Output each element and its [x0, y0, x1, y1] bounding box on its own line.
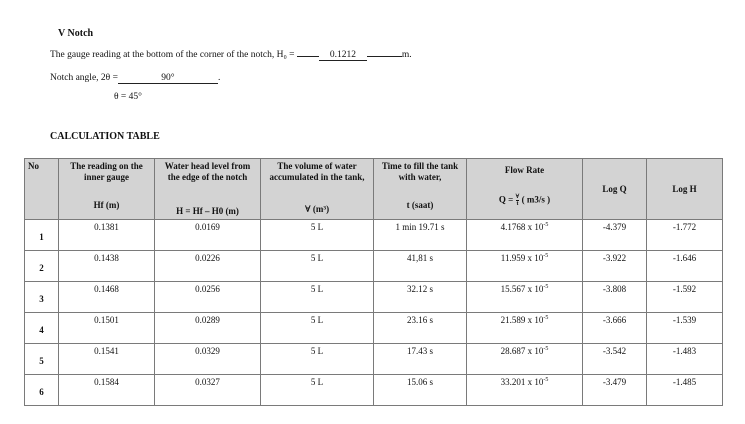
table-title: CALCULATION TABLE	[50, 131, 160, 142]
table-row	[25, 375, 723, 406]
header-hf	[59, 159, 155, 220]
header-log-h: Log H	[647, 159, 723, 220]
flow-rate-mantissa: 21.589 x 10	[500, 315, 544, 325]
cell-log-h: -1.646	[647, 251, 723, 282]
cell-no: 1	[25, 220, 59, 251]
flow-rate-formula	[467, 194, 582, 207]
cell-flow-rate	[467, 282, 583, 313]
notch-angle-end: .	[217, 73, 221, 83]
cell-volume: 5 L	[261, 220, 374, 251]
cell-hf: 0.1438	[59, 251, 155, 282]
cell-time: 15.06 s	[374, 375, 467, 406]
cell-log-q: -3.479	[583, 375, 647, 406]
table-row	[25, 251, 723, 282]
flow-rate-exponent: -5	[543, 222, 549, 228]
notch-angle-line	[50, 73, 220, 84]
gauge-value: 0.1212	[319, 50, 367, 61]
table-row	[25, 282, 723, 313]
gauge-label: The gauge reading at the bottom of the corner of the notch, H₀ =	[50, 50, 297, 60]
cell-volume: 5 L	[261, 375, 374, 406]
header-time	[374, 159, 467, 220]
header-time-text: Time to fill the tank with water,	[381, 161, 459, 182]
header-h-text: Water head level from the edge of the notch	[164, 161, 251, 182]
blank-line	[367, 56, 402, 57]
notch-angle-label: Notch angle, 2θ =	[50, 73, 118, 83]
flow-rate-mantissa: 28.687 x 10	[500, 346, 544, 356]
cell-h: 0.0327	[155, 375, 261, 406]
flow-rate-mantissa: 4.1768 x 10	[500, 222, 544, 232]
cell-h: 0.0329	[155, 344, 261, 375]
cell-log-q: -3.808	[583, 282, 647, 313]
table-row	[25, 313, 723, 344]
cell-log-q: -3.922	[583, 251, 647, 282]
flow-rate-exponent: -5	[543, 346, 549, 352]
header-flow-rate-text: Flow Rate	[504, 165, 545, 175]
header-h	[155, 159, 261, 220]
cell-log-h: -1.592	[647, 282, 723, 313]
table-row	[25, 344, 723, 375]
header-no: No	[25, 159, 59, 220]
cell-hf: 0.1468	[59, 282, 155, 313]
cell-flow-rate	[467, 344, 583, 375]
cell-time: 23.16 s	[374, 313, 467, 344]
cell-log-h: -1.483	[647, 344, 723, 375]
page-title: V Notch	[58, 28, 94, 39]
cell-h: 0.0256	[155, 282, 261, 313]
cell-hf: 0.1541	[59, 344, 155, 375]
header-h-unit: H = Hf – H0 (m)	[176, 206, 239, 216]
table-row	[25, 220, 723, 251]
flow-rate-exponent: -5	[543, 315, 549, 321]
flow-rate-exponent: -5	[543, 377, 549, 383]
cell-h: 0.0226	[155, 251, 261, 282]
cell-time: 1 min 19.71 s	[374, 220, 467, 251]
cell-log-h: -1.772	[647, 220, 723, 251]
cell-hf: 0.1381	[59, 220, 155, 251]
notch-angle-value: 90°	[118, 73, 218, 84]
gauge-unit: m.	[401, 50, 412, 60]
cell-log-h: -1.539	[647, 313, 723, 344]
cell-no: 3	[25, 282, 59, 313]
cell-hf: 0.1584	[59, 375, 155, 406]
formula-numerator: ∀	[515, 194, 520, 200]
cell-no: 4	[25, 313, 59, 344]
calculation-table	[24, 158, 723, 406]
cell-no: 6	[25, 375, 59, 406]
cell-h: 0.0289	[155, 313, 261, 344]
flow-rate-mantissa: 33.201 x 10	[500, 377, 544, 387]
cell-no: 5	[25, 344, 59, 375]
cell-volume: 5 L	[261, 251, 374, 282]
theta-value: θ = 45°	[114, 92, 142, 102]
header-hf-text: The reading on the inner gauge	[70, 161, 143, 182]
cell-log-q: -3.666	[583, 313, 647, 344]
cell-flow-rate	[467, 375, 583, 406]
cell-hf: 0.1501	[59, 313, 155, 344]
header-hf-unit: Hf (m)	[93, 200, 120, 210]
cell-log-q: -3.542	[583, 344, 647, 375]
cell-h: 0.0169	[155, 220, 261, 251]
cell-flow-rate	[467, 313, 583, 344]
cell-flow-rate	[467, 220, 583, 251]
flow-rate-mantissa: 15.567 x 10	[500, 284, 544, 294]
cell-log-h: -1.485	[647, 375, 723, 406]
cell-volume: 5 L	[261, 313, 374, 344]
header-volume-unit: ∀ (m³)	[304, 204, 330, 214]
cell-time: 17.43 s	[374, 344, 467, 375]
cell-volume: 5 L	[261, 344, 374, 375]
flow-rate-mantissa: 11.959 x 10	[500, 253, 544, 263]
formula-denominator: t	[516, 201, 519, 207]
cell-time: 32.12 s	[374, 282, 467, 313]
cell-no: 2	[25, 251, 59, 282]
cell-log-q: -4.379	[583, 220, 647, 251]
flow-rate-exponent: -5	[543, 253, 549, 259]
cell-time: 41,81 s	[374, 251, 467, 282]
blank-line	[297, 56, 319, 57]
table-header-row	[25, 159, 723, 220]
header-volume-text: The volume of water accumulated in the tank,	[269, 161, 365, 182]
gauge-reading-line	[50, 50, 412, 61]
flow-rate-exponent: -5	[543, 284, 549, 290]
formula-prefix: Q =	[498, 194, 516, 205]
cell-volume: 5 L	[261, 282, 374, 313]
header-time-unit: t (saat)	[406, 200, 434, 210]
header-volume	[261, 159, 374, 220]
cell-flow-rate	[467, 251, 583, 282]
formula-unit: ( m3/s )	[519, 194, 551, 205]
header-flow-rate	[467, 159, 583, 220]
header-log-q: Log Q	[583, 159, 647, 220]
